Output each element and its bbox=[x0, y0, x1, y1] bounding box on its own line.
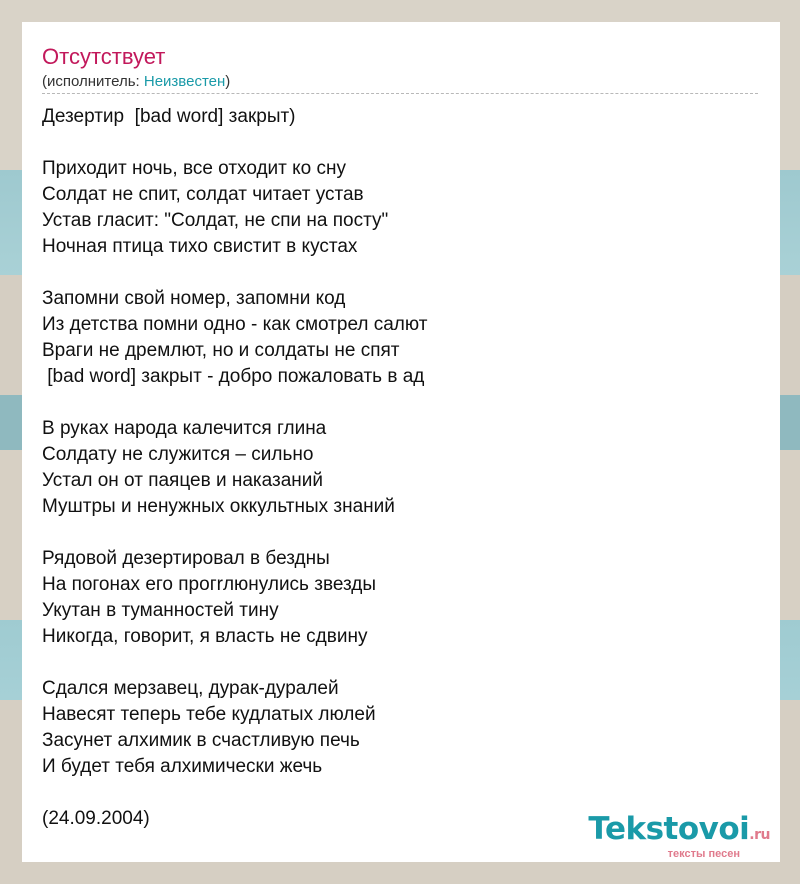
lyrics-text bbox=[42, 104, 427, 832]
lyrics-line: Устал он от паяцев и наказаний bbox=[42, 470, 323, 491]
lyrics-blank-line bbox=[42, 650, 427, 676]
lyrics-line: Солдат не спит, солдат читает устав bbox=[42, 184, 364, 205]
artist-suffix: ) bbox=[225, 73, 231, 90]
lyrics-blank-line bbox=[42, 390, 427, 416]
lyrics-line: Засунет алхимик в счастливую печь bbox=[42, 730, 360, 751]
lyrics-line: На погонах его прогrлюнулись звезды bbox=[42, 574, 377, 595]
lyrics-blank-line bbox=[42, 520, 427, 546]
lyrics-line: Ночная птица тихо свистит в кустах bbox=[42, 236, 358, 257]
lyrics-line: Муштры и ненужных оккультных знаний bbox=[42, 496, 395, 517]
lyrics-line: Устав гласит: "Солдат, не спи на посту" bbox=[42, 210, 389, 231]
lyrics-blank-line bbox=[42, 260, 427, 286]
artist-prefix: (исполнитель: bbox=[42, 73, 144, 90]
divider bbox=[42, 93, 758, 94]
lyrics-line: Дезертир [bad word] закрыт) bbox=[42, 106, 296, 127]
artist-link[interactable]: Неизвестен bbox=[143, 73, 226, 90]
lyrics-line: Никогда, говорит, я власть не сдвину bbox=[42, 626, 368, 647]
logo-main-text: Tekstovoi bbox=[588, 811, 750, 847]
lyrics-line: Солдату не служится – сильно bbox=[42, 444, 314, 465]
lyrics-blank-line bbox=[42, 130, 427, 156]
lyrics-line: В руках народа калечится глина bbox=[42, 418, 327, 439]
lyrics-line: И будет тебя алхимически жечь bbox=[42, 756, 323, 777]
logo-tagline: тексты песен bbox=[667, 848, 740, 860]
artist-line bbox=[42, 73, 230, 91]
lyrics-blank-line bbox=[42, 780, 427, 806]
lyrics-line: Враги не дремлют, но и солдаты не спят bbox=[42, 340, 400, 361]
site-logo[interactable] bbox=[588, 812, 770, 860]
song-title: Отсутствует bbox=[42, 44, 166, 69]
logo-wordmark bbox=[588, 812, 770, 852]
lyrics-card bbox=[22, 22, 780, 862]
lyrics-line: [bad word] закрыт - добро пожаловать в ад bbox=[42, 366, 425, 387]
lyrics-line: (24.09.2004) bbox=[42, 808, 150, 829]
lyrics-line: Укутан в туманностей тину bbox=[42, 600, 279, 621]
lyrics-line: Сдался мерзавец, дурак-дуралей bbox=[42, 678, 339, 699]
lyrics-line: Рядовой дезертировал в бездны bbox=[42, 548, 330, 569]
lyrics-line: Навесят теперь тебе кудлатых люлей bbox=[42, 704, 376, 725]
lyrics-line: Запомни свой номер, запомни код bbox=[42, 288, 346, 309]
lyrics-line: Из детства помни одно - как смотрел салют bbox=[42, 314, 428, 335]
lyrics-line: Приходит ночь, все отходит ко сну bbox=[42, 158, 347, 179]
logo-domain: .ru bbox=[749, 827, 770, 843]
